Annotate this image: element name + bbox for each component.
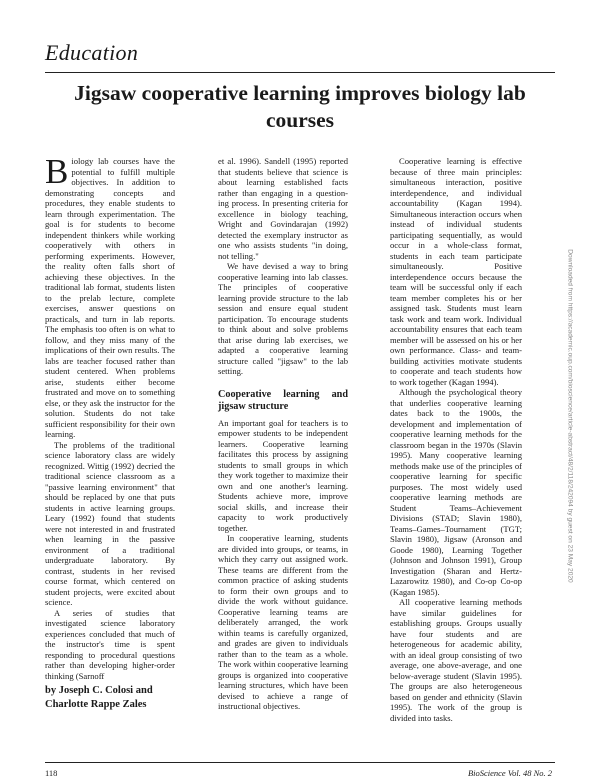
paragraph: All cooperative learning methods have similar guidelines for establishing groups. Groups usually have four students and are heterogeneous for academic ability, with an ideal group consisting of two average, one above-average, and one below-average student (Slavin 1995). The groups are also heterogeneous based on gender and ethnicity (Slavin 1995). The work of the group is divided into tasks. [390,597,522,723]
section-label: Education [45,40,139,65]
download-note: Downloaded from https://academic.oup.com/bioscience/article-abstract/48/2/118/242094 by guest on 23 May 2020 [566,249,574,583]
author-byline [45,684,195,712]
author-line: Charlotte Rappe Zales [45,699,147,710]
journal-citation: BioScience Vol. 48 No. 2 [467,768,552,778]
paragraph: Cooperative learning is effective because of three main principles: simultaneous interaction, positive interdependence, and individual accountability (Kagan 1994). Simultaneous interaction occurs when instead of individual students participating sequentially, as would occur in a whole-class format, students in each team participate simultaneously. Positive interdependence occurs because the team will be successful only if each team member completes his or her assigned task. Students must learn task work and team work. Individual accountability ensures that each team member will be assessed on his or her own performance. Class- and team-building activities motivate students to cooperate and teach students how to work together (Kagan 1994). [390,156,522,387]
paragraph: et al. 1996). Sandell (1995) reported that students believe that science is about learning established facts rather than engaging in a question-ing process. In presenting criteria for excellence in biology teaching, Wright and Govindarajan (1992) detected the exemplary instructor as one who assists students "in doing, not telling." [218,156,348,261]
paragraph: The problems of the traditional science laboratory class are widely recognized. Wittig (1992) decried the traditional science classroom as a "passive learning environment" that should be replaced by one that puts students in active learning groups. Leary (1992) found that students were not interested in and frustrated when learning in the passive environment of a traditional undergraduate laboratory. By contrast, students in her revised course format, which centered on student projects, were excited about science. [45,439,175,607]
paragraph: A series of studies that investigated science laboratory experiences concluded that much of the instructor's time is spent responding to procedural questions rather than developing higher-order thinking (Sarnoff [45,607,175,681]
paragraph: We have devised a way to bring cooperative learning into lab classes. The principles of cooperative learning provide structure to the lab session and ensure equal student participation. To encourage students to think about and solve problems that arise during lab exercises, we adapted a cooperative learning structure called "jigsaw" to the lab setting. [218,261,348,376]
paragraph: In cooperative learning, students are divided into groups, or teams, in which they carry out assigned work. These teams are different from the common practice of asking students to form their own groups and to divide the work without guidance. Cooperative learning teams are deliberately arranged, the work within teams is carefully organized, and grades are given to individuals rather than to the team as a whole. The work within cooperative learning groups is organized into cooperative learning structures, which have been devised to achieve a range of instructional objectives. [218,533,348,711]
paragraph [45,152,175,440]
drop-cap: B [45,152,69,191]
article-title: Jigsaw cooperative learning improves biology lab courses [74,81,526,132]
column-3 [390,156,522,723]
section-heading: Cooperative learning and jigsaw structure [218,388,348,412]
author-line: by Joseph C. Colosi and [45,685,153,696]
header-rule [45,72,555,73]
paragraph: An important goal for teachers is to empower students to be independent learners. Cooperative learning facilitates this process by assigning students to small groups in which they work together to maximize their own and one another's learning. Students achieve more, improve social skills, and increase their capacity to work productively together. [218,417,348,533]
column-2 [218,156,348,712]
paragraph: Although the psychological theory that underlies cooperative learning dates back to the 1900s, the development and implementation of cooperative learning methods for the classroom began in the 1970s (Slavin 1995). Many cooperative learning methods make use of the principles of cooperative learning for specific purposes. The most widely used cooperative learning methods are Student Teams–Achievement Divisions (STAD; Slavin 1980), Teams–Games–Tournament (TGT; Slavin 1980), Jigsaw (Aronson and Goode 1980), Learning Together (Johnson and Johnson 1991), Group Investigation (Sharan and Hertz-Lazarowitz 1980), and Co-op Co-op (Kagan 1985). [390,387,522,597]
paragraph-text: iology lab courses have the potential to fulfill multiple objectives. In addition to demonstrating concepts and procedures, they enable students to learn through experimentation. The goal is for students to become independent thinkers while working cooperatively with others in performing experiments. However, the reality often falls short of achieving these objectives. In the traditional lab format, students listen to the prelab lecture, complete exercises, answer questions on practicals, and turn in lab reports. The emphasis too often is on what to follow, and they miss many of the implications of their own results. The labs are teacher focused rather than student centered. When problems arise, students either become frustrated and move on to something else, or they ask the instructor for the solution. Students do not take sufficient responsibility for their own learning. [45,156,175,439]
download-watermark [565,96,575,736]
column-1 [45,152,175,681]
footer-rule [45,762,555,763]
page-number: 118 [45,768,58,778]
